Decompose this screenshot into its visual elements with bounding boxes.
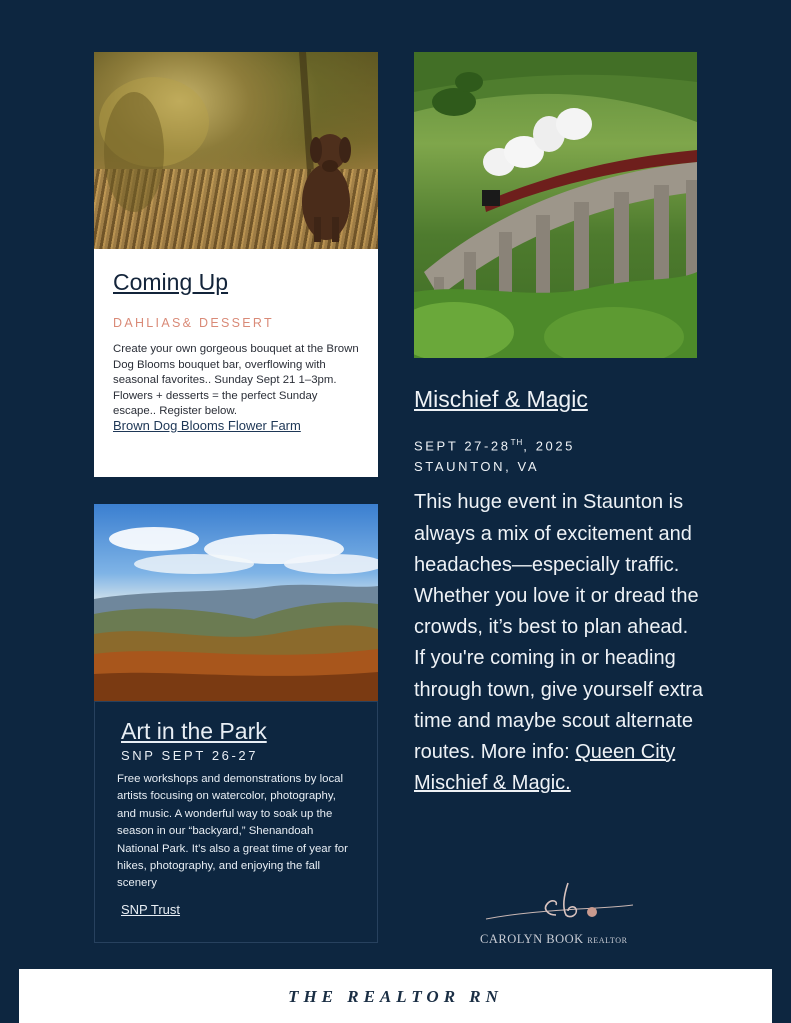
puppy-illustration bbox=[94, 52, 378, 249]
art-in-park-body: Free workshops and demonstrations by local artists focusing on watercolor, photography, and music. A wonderful way to soak up the season in our “backyard,” Shenandoah National Park. It’s also a great time of year for hikes, photography, and enjoying the fall scenery bbox=[117, 773, 348, 890]
mischief-magic-dates bbox=[414, 432, 704, 477]
queen-city-link[interactable]: Queen City Mischief & Magic. bbox=[414, 740, 676, 795]
mischief-magic-section bbox=[414, 386, 704, 799]
brown-dog-blooms-link[interactable]: Brown Dog Blooms Flower Farm bbox=[113, 417, 301, 433]
mountains-illustration bbox=[94, 504, 378, 701]
footer-title: THE REALTOR RN bbox=[288, 987, 503, 1006]
mischief-magic-title[interactable]: Mischief & Magic bbox=[414, 386, 588, 412]
monogram-logo bbox=[478, 875, 638, 927]
agent-name: CAROLYN BOOK REALTOR bbox=[480, 932, 628, 946]
event-location: STAUNTON, VA bbox=[414, 459, 540, 475]
train-illustration bbox=[414, 52, 697, 358]
footer-bar bbox=[19, 969, 772, 1023]
event-year: , 2025 bbox=[523, 438, 576, 454]
date-ordinal: TH bbox=[510, 438, 524, 447]
coming-up-title: Coming Up bbox=[113, 269, 229, 295]
coming-up-card bbox=[94, 249, 378, 477]
train-viaduct-photo bbox=[414, 52, 697, 358]
snp-trust-link[interactable]: SNP Trust bbox=[121, 901, 181, 917]
puppy-photo bbox=[94, 52, 378, 249]
mischief-magic-text: This huge event in Staunton is always a mix of excitement and headaches—especially traffic. Whether you love it or dread the crowds, it’s best to plan ahead. If you're coming in or heading through town, give yourself extra time and maybe scout alternate routes. More info: bbox=[414, 491, 704, 763]
art-in-park-subtitle: SNP SEPT 26-27 bbox=[121, 748, 259, 763]
coming-up-subtitle: DAHLIAS& DESSERT bbox=[113, 316, 274, 330]
signature-logo bbox=[478, 875, 638, 945]
mountains-photo bbox=[94, 504, 378, 701]
art-in-park-title[interactable]: Art in the Park bbox=[121, 718, 267, 744]
mischief-magic-body bbox=[414, 487, 704, 799]
event-date: SEPT 27-28 bbox=[414, 438, 511, 454]
coming-up-body: Create your own gorgeous bouquet at the Brown Dog Blooms bouquet bar, overflowing with seasonal favorites.. Sunday Sept 21 1–3pm. Flowers + desserts = the perfect Sunday escape.. Register below. bbox=[113, 343, 359, 417]
art-in-park-card bbox=[94, 701, 378, 943]
